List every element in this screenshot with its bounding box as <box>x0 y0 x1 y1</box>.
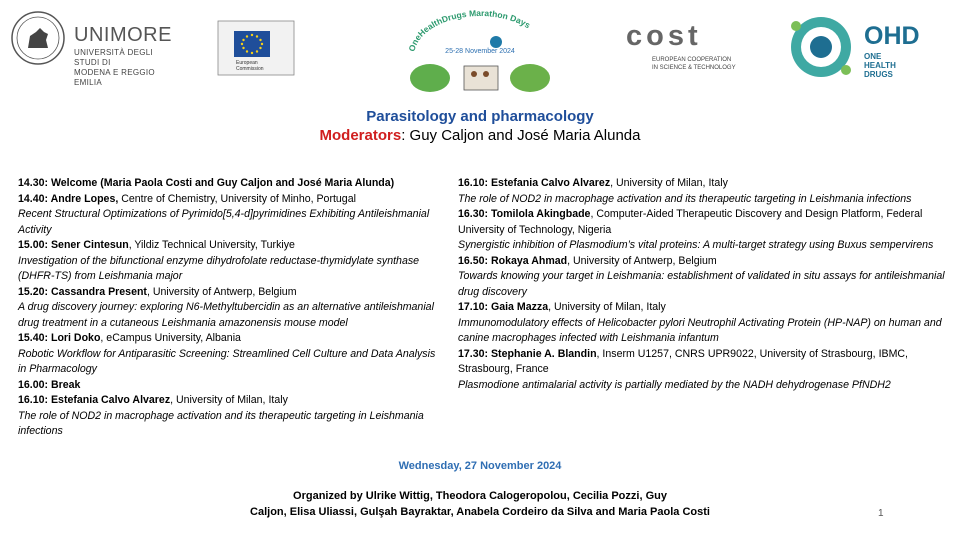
program-entry <box>458 176 946 207</box>
marathon-emblem-icon <box>400 8 560 96</box>
affiliation: , Yildiz Technical University, Turkiye <box>128 239 295 251</box>
cost-subtitle: EUROPEAN COOPERATION IN SCIENCE & TECHNOLOGY <box>652 57 736 71</box>
time-and-speaker: 16.10: Estefania Calvo Alvarez <box>458 177 611 189</box>
program-entry-speaker <box>458 347 946 378</box>
talk-title: Robotic Workflow for Antiparasitic Screening: Streamlined Cell Culture and Data Analysis in Pharmacology <box>18 347 436 375</box>
program-entry-speaker <box>18 378 444 394</box>
svg-text:European: European <box>236 60 258 66</box>
moderators-names: : Guy Caljon and José Maria Alunda <box>401 127 641 144</box>
unimore-subtitle: UNIVERSITÀ DEGLI STUDI DI MODENA E REGGIO EMILIA <box>74 48 155 87</box>
talk-title: Investigation of the bifunctional enzyme dihydrofolate reductase-thymidylate synthase (DHFR-TS) from Leishmania major <box>18 254 420 282</box>
time-and-speaker: 16.50: Rokaya Ahmad <box>458 254 568 267</box>
program-entry <box>18 192 444 239</box>
ohd-subtitle: ONE HEALTH DRUGS <box>864 52 896 79</box>
program-entry-speaker <box>18 285 444 301</box>
talk-title: The role of NOD2 in macrophage activation and its therapeutic targeting in Leishmania infections <box>458 192 912 205</box>
ohd-wordmark: OHD <box>864 22 920 50</box>
time-and-speaker: 16.10: Estefania Calvo Alvarez <box>18 394 171 406</box>
university-seal-icon <box>10 10 66 66</box>
affiliation: , University of Milan, Italy <box>548 301 666 313</box>
program-entry <box>18 378 444 394</box>
time-and-speaker: 14.40: Andre Lopes, <box>18 192 119 205</box>
marathon-days-logo <box>400 8 560 96</box>
time-and-speaker: 16.00: Break <box>18 378 81 391</box>
program-entry <box>18 331 444 378</box>
program-entry-speaker <box>18 192 444 208</box>
session-title: Parasitology and pharmacology <box>366 108 594 125</box>
affiliation: , University of Milan, Italy <box>170 394 288 406</box>
talk-title: The role of NOD2 in macrophage activation and its therapeutic targeting in Leishmania infections <box>18 409 424 437</box>
time-and-speaker: 14.30: Welcome (Maria Paola Costi and Guy Caljon and José Maria Alunda) <box>18 177 395 189</box>
program-entry <box>18 238 444 285</box>
talk-title: Immunomodulatory effects of Helicobacter pylori Neutrophil Activating Protein (HP-NAP) on human and canine macrophages infected with Leishmania infantum <box>458 316 942 344</box>
program-entry <box>18 393 444 440</box>
svg-text:25-28 November 2024: 25-28 November 2024 <box>445 48 515 55</box>
eu-flag-icon <box>216 19 296 77</box>
organizers-line-1: Organized by Ulrike Wittig, Theodora Calogeropolou, Cecilia Pozzi, Guy <box>293 490 667 502</box>
program-entry <box>458 254 946 301</box>
talk-title: Plasmodione antimalarial activity is partially mediated by the NADH dehydrogenase PfNDH2 <box>458 378 891 391</box>
time-and-speaker: 17.30: Stephanie A. Blandin <box>458 347 597 360</box>
affiliation: , University of Antwerp, Belgium <box>146 285 297 298</box>
session-date: Wednesday, 27 November 2024 <box>398 460 562 472</box>
program-entry-speaker <box>18 331 444 347</box>
talk-title: Synergistic inhibition of Plasmodium’s vital proteins: A multi-target strategy using Buxus sempervirens <box>458 239 934 251</box>
organizers-line-2: Caljon, Elisa Uliassi, Gulşah Bayraktar, Anabela Cordeiro da Silva and Maria Paola Costi <box>250 506 710 518</box>
talk-title: Towards knowing your target in Leishmania: establishment of validated in situ assays for antileishmanial drug discovery <box>458 270 945 298</box>
program-entry-speaker <box>458 254 946 270</box>
program-entry-speaker <box>18 238 444 254</box>
time-and-speaker: 15.00: Sener Cintesun <box>18 239 129 251</box>
one-health-emblem-icon <box>784 12 858 82</box>
european-commission-logo <box>216 19 296 77</box>
unimore-name: UNIMORE <box>74 24 172 46</box>
program-entry-speaker <box>18 393 444 409</box>
program-entry-speaker <box>458 207 946 238</box>
moderators-label: Moderators <box>319 127 402 144</box>
program-right-column <box>458 176 946 393</box>
affiliation: Centre of Chemistry, University of Minho, Portugal <box>118 192 356 205</box>
program-entry-speaker <box>18 176 444 192</box>
svg-text:Commission: Commission <box>236 66 264 72</box>
affiliation: , University of Antwerp, Belgium <box>567 254 717 267</box>
time-and-speaker: 16.30: Tomilola Akingbade <box>458 208 591 220</box>
talk-title: Recent Structural Optimizations of Pyrimido[5,4-d]pyrimidines Exhibiting Antileishmanial Activity <box>18 208 430 236</box>
affiliation: , University of Milan, Italy <box>610 177 728 189</box>
program-entry <box>458 347 946 394</box>
talk-title: A drug discovery journey: exploring N6-Methyltubercidin as an alternative antileishmanial drug treatment in a cutaneous Leishmania amazonensis mouse model <box>18 301 434 329</box>
program-entry-speaker <box>458 300 946 316</box>
time-and-speaker: 15.20: Cassandra Present <box>18 285 147 298</box>
program-left-column <box>18 176 444 440</box>
time-and-speaker: 15.40: Lori Doko <box>18 332 101 344</box>
program-entry <box>458 207 946 254</box>
time-and-speaker: 17.10: Gaia Mazza <box>458 301 549 313</box>
ohd-logo <box>784 12 934 84</box>
unimore-logo <box>10 10 172 87</box>
affiliation: , Computer-Aided Therapeutic Discovery and Design Platform, Federal University of Technology, Nigeria <box>458 208 923 236</box>
program-entry <box>458 300 946 347</box>
affiliation: , eCampus University, Albania <box>100 332 241 344</box>
moderators-line <box>0 127 960 144</box>
affiliation: , Inserm U1257, CNRS UPR9022, University of Strasbourg, IBMC, Strasbourg, France <box>458 347 908 375</box>
program-entry-speaker <box>458 176 946 192</box>
cost-logo <box>624 18 752 76</box>
cost-wordmark: cost <box>626 20 702 52</box>
svg-text:OneHealthDrugs Marathon Days: OneHealthDrugs Marathon Days <box>406 8 533 53</box>
program-entry <box>18 285 444 332</box>
page-number: 1 <box>878 508 884 519</box>
program-entry <box>18 176 444 192</box>
organizers <box>220 488 740 520</box>
